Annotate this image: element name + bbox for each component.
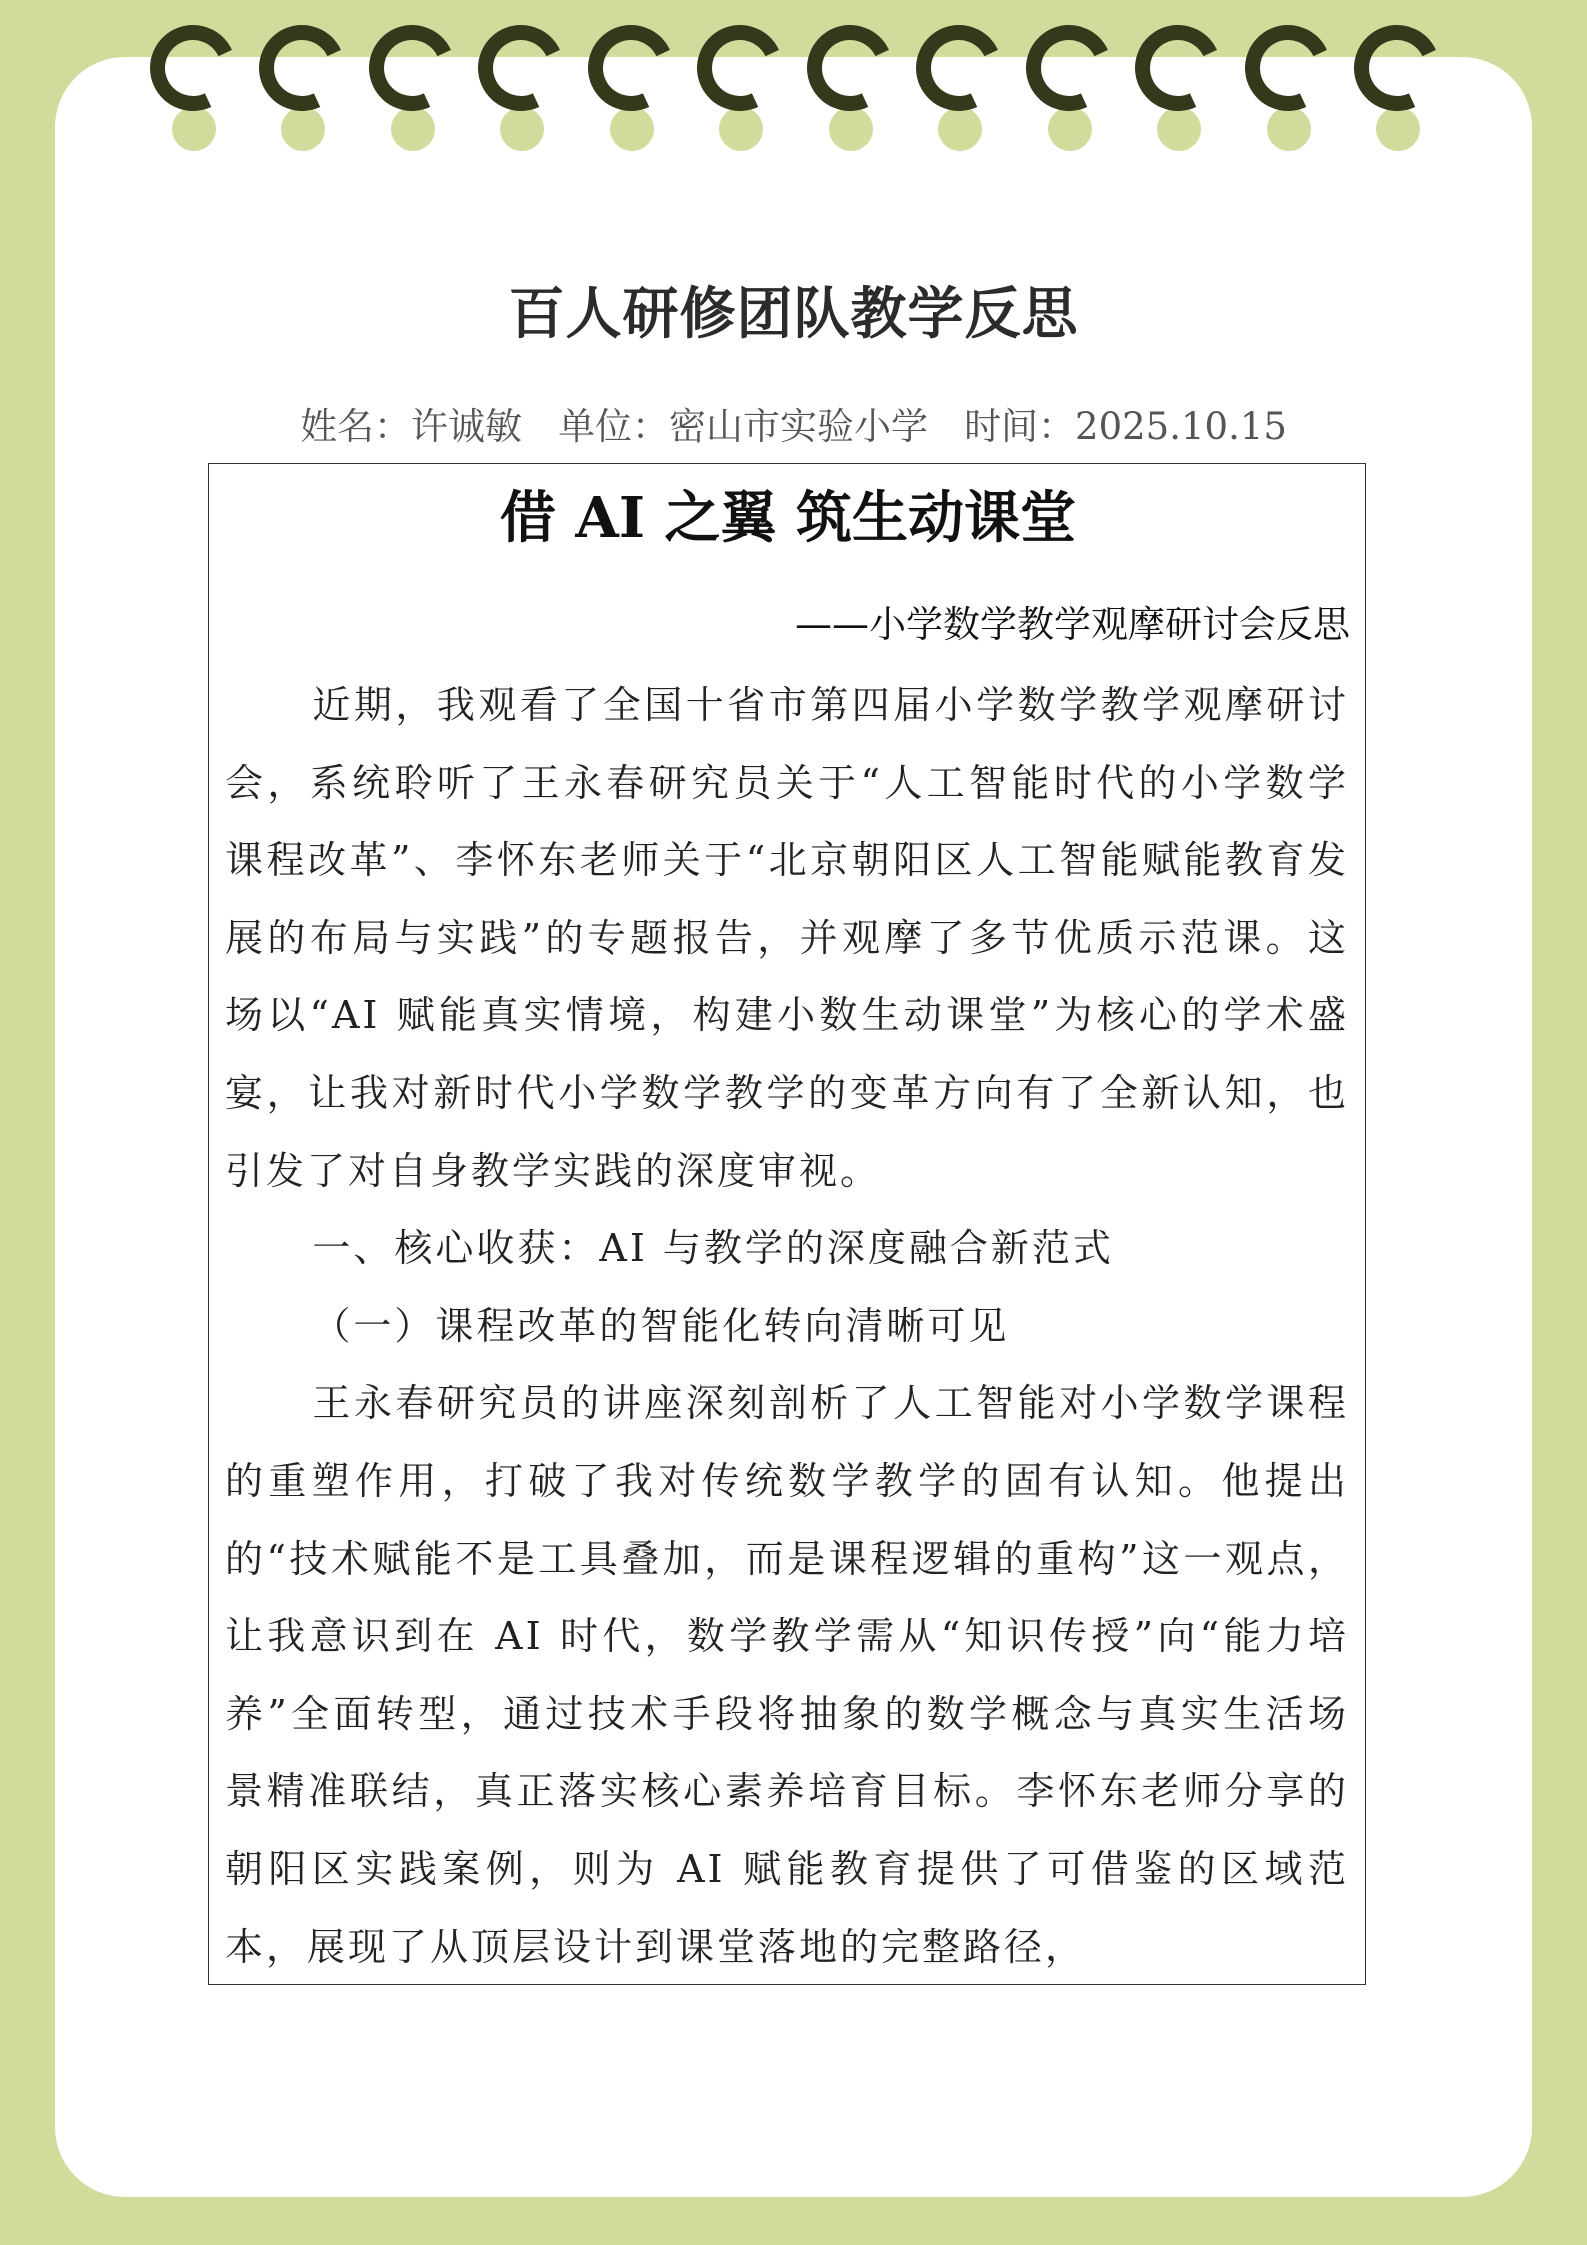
article-title: 借 AI 之翼 筑生动课堂 xyxy=(499,485,1077,551)
author-unit: 单位：密山市实验小学 xyxy=(558,405,929,448)
article-body xyxy=(225,667,1349,1985)
ring-hook xyxy=(685,13,795,123)
ring-hook xyxy=(904,13,1014,123)
punch-hole xyxy=(1267,107,1311,151)
ring-hook xyxy=(138,13,248,123)
punch-hole xyxy=(1376,107,1420,151)
binder-ring xyxy=(1026,25,1108,155)
document-date: 时间：2025.10.15 xyxy=(964,405,1287,448)
document-title: 百人研修团队教学反思 xyxy=(508,281,1079,347)
binder-ring xyxy=(369,25,451,155)
binder-ring xyxy=(588,25,670,155)
punch-hole xyxy=(391,107,435,151)
binder-ring xyxy=(150,25,232,155)
subsection-heading: （一）课程改革的智能化转向清晰可见 xyxy=(312,1303,1010,1348)
binder-ring xyxy=(807,25,889,155)
paragraph: 王永春研究员的讲座深刻剖析了人工智能对小学数学课程的重塑作用，打破了我对传统数学教学的固有认知。他提出的“技术赋能不是工具叠加，而是课程逻辑的重构”这一观点，让我意识到在 AI 时代，数学教学需从“知识传授”向“能力培养”全面转型，通过技术手段将抽象的数学概念与真实生活场景精准联结，真正落实核心素养培育目标。李怀东老师分享的朝阳区实践案例，则为 AI 赋能教育提供了可借鉴的区域范本，展现了从顶层设计到课堂落地的完整路径， xyxy=(225,1381,1349,1969)
punch-hole xyxy=(1048,107,1092,151)
punch-hole xyxy=(938,107,982,151)
article-subtitle: ——小学数学教学观摩研讨会反思 xyxy=(795,603,1350,646)
ring-hook xyxy=(1014,13,1124,123)
punch-hole xyxy=(281,107,325,151)
punch-hole xyxy=(719,107,763,151)
punch-hole xyxy=(1157,107,1201,151)
binder-ring xyxy=(1354,25,1436,155)
punch-hole xyxy=(829,107,873,151)
binder-ring xyxy=(1245,25,1327,155)
punch-hole xyxy=(500,107,544,151)
ring-hook xyxy=(247,13,357,123)
section-heading: 一、核心收获：AI 与教学的深度融合新范式 xyxy=(312,1226,1114,1271)
binder-ring xyxy=(259,25,341,155)
binder-ring xyxy=(697,25,779,155)
author-name: 姓名：许诚敏 xyxy=(300,405,523,448)
ring-hook xyxy=(1342,13,1452,123)
paragraph: 近期，我观看了全国十省市第四届小学数学教学观摩研讨会，系统聆听了王永春研究员关于“人工智能时代的小学数学课程改革”、李怀东老师关于“北京朝阳区人工智能赋能教育发展的布局与实践”的专题报告，并观摩了多节优质示范课。这场以“AI 赋能真实情境，构建小数生动课堂”为核心的学术盛宴，让我对新时代小学数学教学的变革方向有了全新认知，也引发了对自身教学实践的深度审视。 xyxy=(225,683,1349,1193)
article-frame xyxy=(208,463,1366,1985)
binder-ring xyxy=(478,25,560,155)
ring-hook xyxy=(795,13,905,123)
ring-hook xyxy=(576,13,686,123)
ring-hook xyxy=(466,13,576,123)
binder-rings xyxy=(0,0,1587,170)
punch-hole xyxy=(610,107,654,151)
binder-ring xyxy=(916,25,998,155)
punch-hole xyxy=(172,107,216,151)
binder-ring xyxy=(1135,25,1217,155)
ring-hook xyxy=(357,13,467,123)
ring-hook xyxy=(1233,13,1343,123)
document-meta xyxy=(0,396,1587,450)
ring-hook xyxy=(1123,13,1233,123)
